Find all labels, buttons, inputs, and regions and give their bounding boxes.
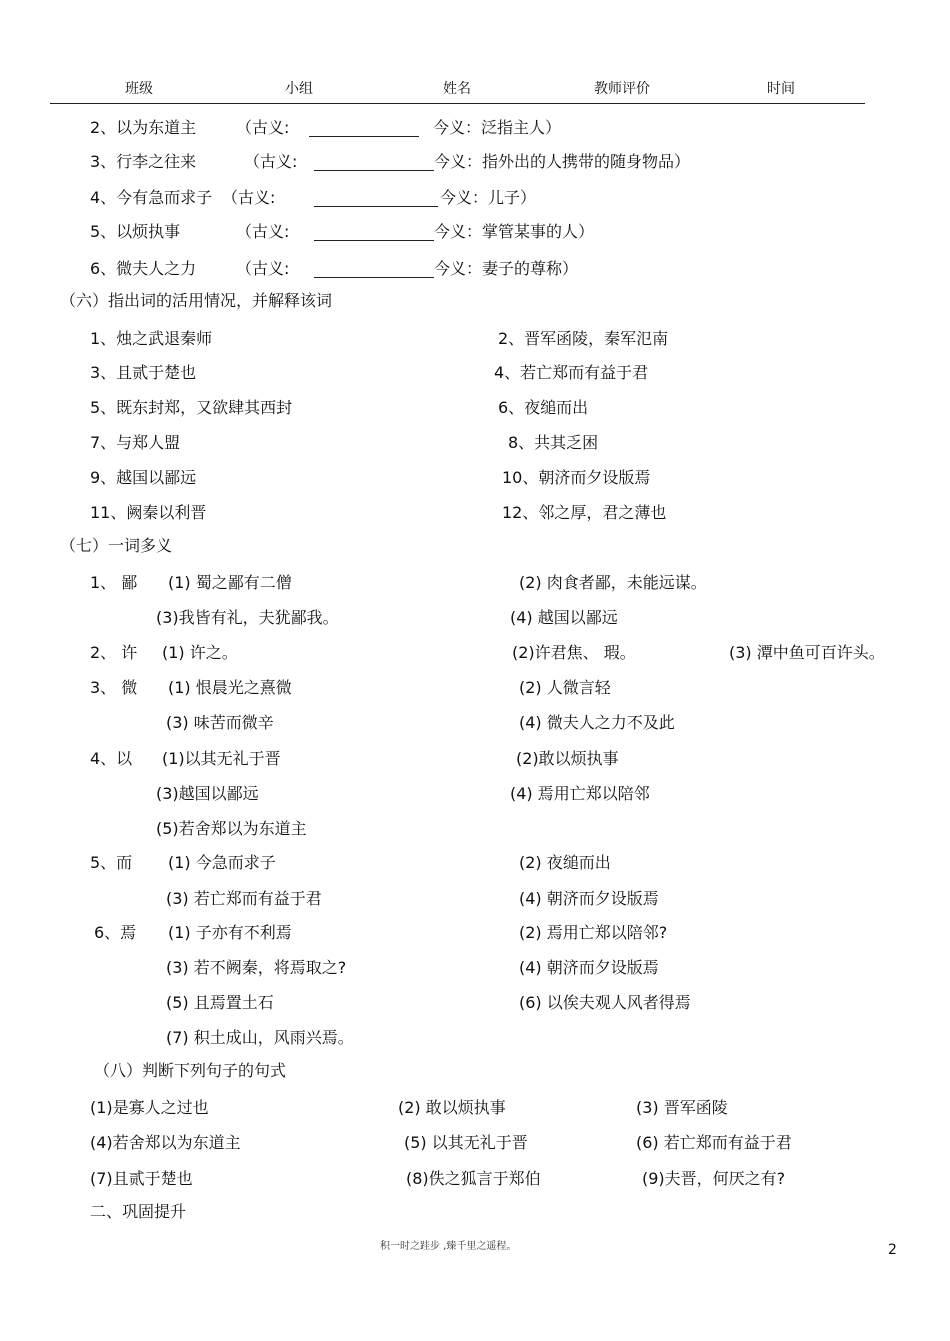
polysemy-word-label: 2、 许 xyxy=(90,643,138,662)
ancient-meaning-label: （古义: xyxy=(244,152,298,171)
answer-blank[interactable] xyxy=(314,188,438,207)
list-item: (1) 恨晨光之熹微 xyxy=(168,678,292,697)
term-item: 5、以烦执事 xyxy=(90,222,181,241)
list-item: 7、与郑人盟 xyxy=(90,433,181,452)
list-item: (7) 积土成山，风雨兴焉。 xyxy=(166,1028,354,1047)
modern-meaning: 今义：儿子） xyxy=(440,188,537,207)
ancient-meaning-label: （古义: xyxy=(236,259,290,278)
polysemy-word-label: 1、 鄙 xyxy=(90,573,138,592)
list-item: 11、阙秦以利晋 xyxy=(90,503,207,522)
ancient-meaning-label: （古义: xyxy=(236,118,290,137)
list-item: (3) 若亡郑而有益于君 xyxy=(166,889,322,908)
term-item: 2、以为东道主 xyxy=(90,118,197,137)
list-item: (1)是寡人之过也 xyxy=(90,1098,209,1117)
list-item: 5、既东封郑，又欲肆其西封 xyxy=(90,398,293,417)
answer-blank[interactable] xyxy=(314,259,434,278)
list-item: (2) 敢以烦执事 xyxy=(398,1098,506,1117)
list-item: (5) 以其无礼于晋 xyxy=(404,1133,528,1152)
list-item: 8、共其乏困 xyxy=(508,433,599,452)
list-item: (3)越国以鄙远 xyxy=(156,784,259,803)
list-item: (4) 越国以鄙远 xyxy=(510,608,618,627)
ancient-meaning-label: （古义: xyxy=(236,222,290,241)
list-item: (1) 子亦有不利焉 xyxy=(168,923,292,942)
list-item: (5) 且焉置土石 xyxy=(166,993,274,1012)
list-item: (4)若舍郑以为东道主 xyxy=(90,1133,241,1152)
section-eight-title: （八）判断下列句子的句式 xyxy=(94,1061,287,1080)
modern-meaning: 今义：掌管某事的人） xyxy=(434,222,595,241)
term-item: 3、行李之往来 xyxy=(90,152,197,171)
header-class-label: 班级 xyxy=(125,81,153,97)
term-item: 6、微夫人之力 xyxy=(90,259,197,278)
list-item: (4) 焉用亡郑以陪邻 xyxy=(510,784,650,803)
polysemy-word-label: 4、以 xyxy=(90,749,133,768)
list-item: (2) 肉食者鄙，未能远谋。 xyxy=(519,573,707,592)
list-item: (3) 若不阙秦，将焉取之? xyxy=(166,958,347,977)
header-group-label: 小组 xyxy=(285,81,313,97)
list-item: (1) 许之。 xyxy=(162,643,238,662)
section-six-title: （六）指出词的活用情况，并解释该词 xyxy=(60,291,333,310)
list-item: (3) 潭中鱼可百许头。 xyxy=(729,643,885,662)
list-item: (2)许君焦、 瑕。 xyxy=(512,643,636,662)
list-item: (3) 晋军函陵 xyxy=(636,1098,728,1117)
list-item: (3) 味苦而微辛 xyxy=(166,713,274,732)
list-item: 4、若亡郑而有益于君 xyxy=(494,363,649,382)
footer-motto: 积一时之跬步 ,臻千里之遥程。 xyxy=(380,1241,517,1252)
header-evaluation-label: 教师评价 xyxy=(594,81,650,97)
polysemy-word-label: 5、而 xyxy=(90,853,133,872)
list-item: (2) 人微言轻 xyxy=(519,678,611,697)
list-item: 6、夜缒而出 xyxy=(498,398,589,417)
list-item: (9)夫晋，何厌之有? xyxy=(642,1169,786,1188)
list-item: (1) 今急而求子 xyxy=(168,853,276,872)
list-item: (8)佚之狐言于郑伯 xyxy=(406,1169,541,1188)
modern-meaning: 今义：泛指主人） xyxy=(433,118,562,137)
part-two-title: 二、巩固提升 xyxy=(90,1202,187,1221)
list-item: 3、且贰于楚也 xyxy=(90,363,197,382)
answer-blank[interactable] xyxy=(314,152,434,171)
list-item: (5)若舍郑以为东道主 xyxy=(156,819,307,838)
list-item: (3)我皆有礼，夫犹鄙我。 xyxy=(156,608,339,627)
polysemy-word-label: 6、焉 xyxy=(94,923,137,942)
answer-blank[interactable] xyxy=(309,118,419,137)
list-item: 1、烛之武退秦师 xyxy=(90,329,213,348)
ancient-meaning-label: （古义: xyxy=(222,188,276,207)
header-time-label: 时间 xyxy=(767,81,795,97)
list-item: (4) 朝济而夕设版焉 xyxy=(519,889,659,908)
list-item: 12、邻之厚，君之薄也 xyxy=(502,503,667,522)
section-seven-title: （七）一词多义 xyxy=(60,536,173,555)
list-item: 9、越国以鄙远 xyxy=(90,468,197,487)
list-item: (1) 蜀之鄙有二僧 xyxy=(168,573,292,592)
list-item: (6) 若亡郑而有益于君 xyxy=(636,1133,792,1152)
list-item: (4) 微夫人之力不及此 xyxy=(519,713,675,732)
list-item: (6) 以俟夫观人风者得焉 xyxy=(519,993,691,1012)
term-item: 4、今有急而求子 xyxy=(90,188,213,207)
list-item: (2) 焉用亡郑以陪邻? xyxy=(519,923,668,942)
answer-blank[interactable] xyxy=(314,222,434,241)
page-number: 2 xyxy=(888,1242,897,1258)
polysemy-word-label: 3、 微 xyxy=(90,678,138,697)
list-item: (2)敢以烦执事 xyxy=(516,749,619,768)
list-item: (2) 夜缒而出 xyxy=(519,853,611,872)
list-item: 10、朝济而夕设版焉 xyxy=(502,468,651,487)
list-item: (1)以其无礼于晋 xyxy=(162,749,281,768)
list-item: (4) 朝济而夕设版焉 xyxy=(519,958,659,977)
list-item: 2、晋军函陵，秦军氾南 xyxy=(498,329,669,348)
header-name-label: 姓名 xyxy=(443,81,471,97)
modern-meaning: 今义：妻子的尊称） xyxy=(434,259,579,278)
modern-meaning: 今义：指外出的人携带的随身物品） xyxy=(434,152,691,171)
header-divider xyxy=(50,103,865,104)
list-item: (7)且贰于楚也 xyxy=(90,1169,193,1188)
